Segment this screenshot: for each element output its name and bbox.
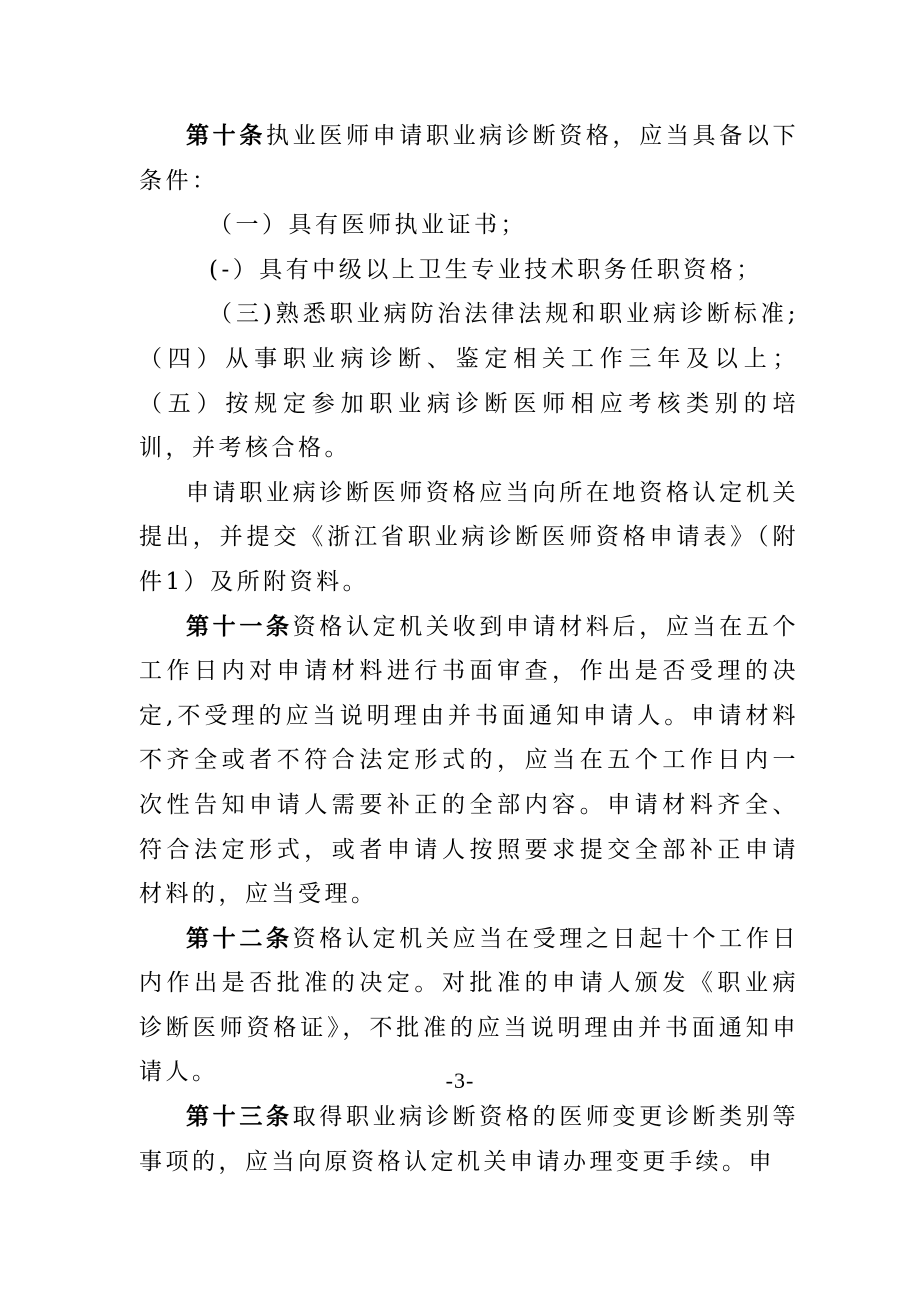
paragraph-text: 取得职业病诊断资格的医师变更诊断类别等事项的，应当向原资格认定机关申请办理变更手续。申	[139, 1104, 800, 1175]
paragraph-application	[139, 471, 799, 605]
paragraph-article-11	[139, 605, 799, 917]
article-label: 第十条	[186, 122, 266, 149]
paragraph-article-13	[139, 1095, 799, 1184]
paragraph-condition-2	[139, 248, 799, 293]
paragraph-text: 执业医师申请职业病诊断资格，应当具备以下条件：	[139, 123, 800, 194]
paragraph-text: 申请职业病诊断医师资格应当向所在地资格认定机关提出，并提交《浙江省职业病诊断医师资格申请表》（附件1）及所附资料。	[139, 479, 799, 595]
paragraph-condition-1	[139, 203, 799, 248]
page-number: -3-	[445, 1068, 475, 1093]
document-body	[139, 114, 799, 1184]
paragraph-article-10	[139, 114, 799, 203]
paragraph-text: (-）具有中级以上卫生专业技术职务任职资格；	[209, 256, 763, 283]
article-label: 第十三条	[186, 1103, 293, 1131]
article-label: 第十一条	[186, 612, 293, 640]
paragraph-text: （三)熟悉职业病防治法律法规和职业病诊断标准;（四）从事职业病诊断、鉴定相关工作三年及以上；（五）按规定参加职业病诊断医师相应考核类别的培训，并考核合格。	[139, 301, 799, 462]
paragraph-text: 资格认定机关收到申请材料后，应当在五个工作日内对申请材料进行书面审查，作出是否受理的决定,不受理的应当说明理由并书面通知申请人。申请材料不齐全或者不符合法定形式的，应当在五个工作日内一次性告知申请人需要补正的全部内容。申请材料齐全、符合法定形式，或者申请人按照要求提交全部补正申请材料的，应当受理。	[139, 613, 800, 908]
article-label: 第十二条	[186, 924, 293, 952]
paragraph-condition-3-5	[139, 292, 799, 470]
paragraph-text: 资格认定机关应当在受理之日起十个工作日内作出是否批准的决定。对批准的申请人颁发《职业病诊断医师资格证》，不批准的应当说明理由并书面通知申请人。	[139, 925, 800, 1086]
paragraph-text: （一）具有医师执业证书；	[209, 212, 527, 239]
